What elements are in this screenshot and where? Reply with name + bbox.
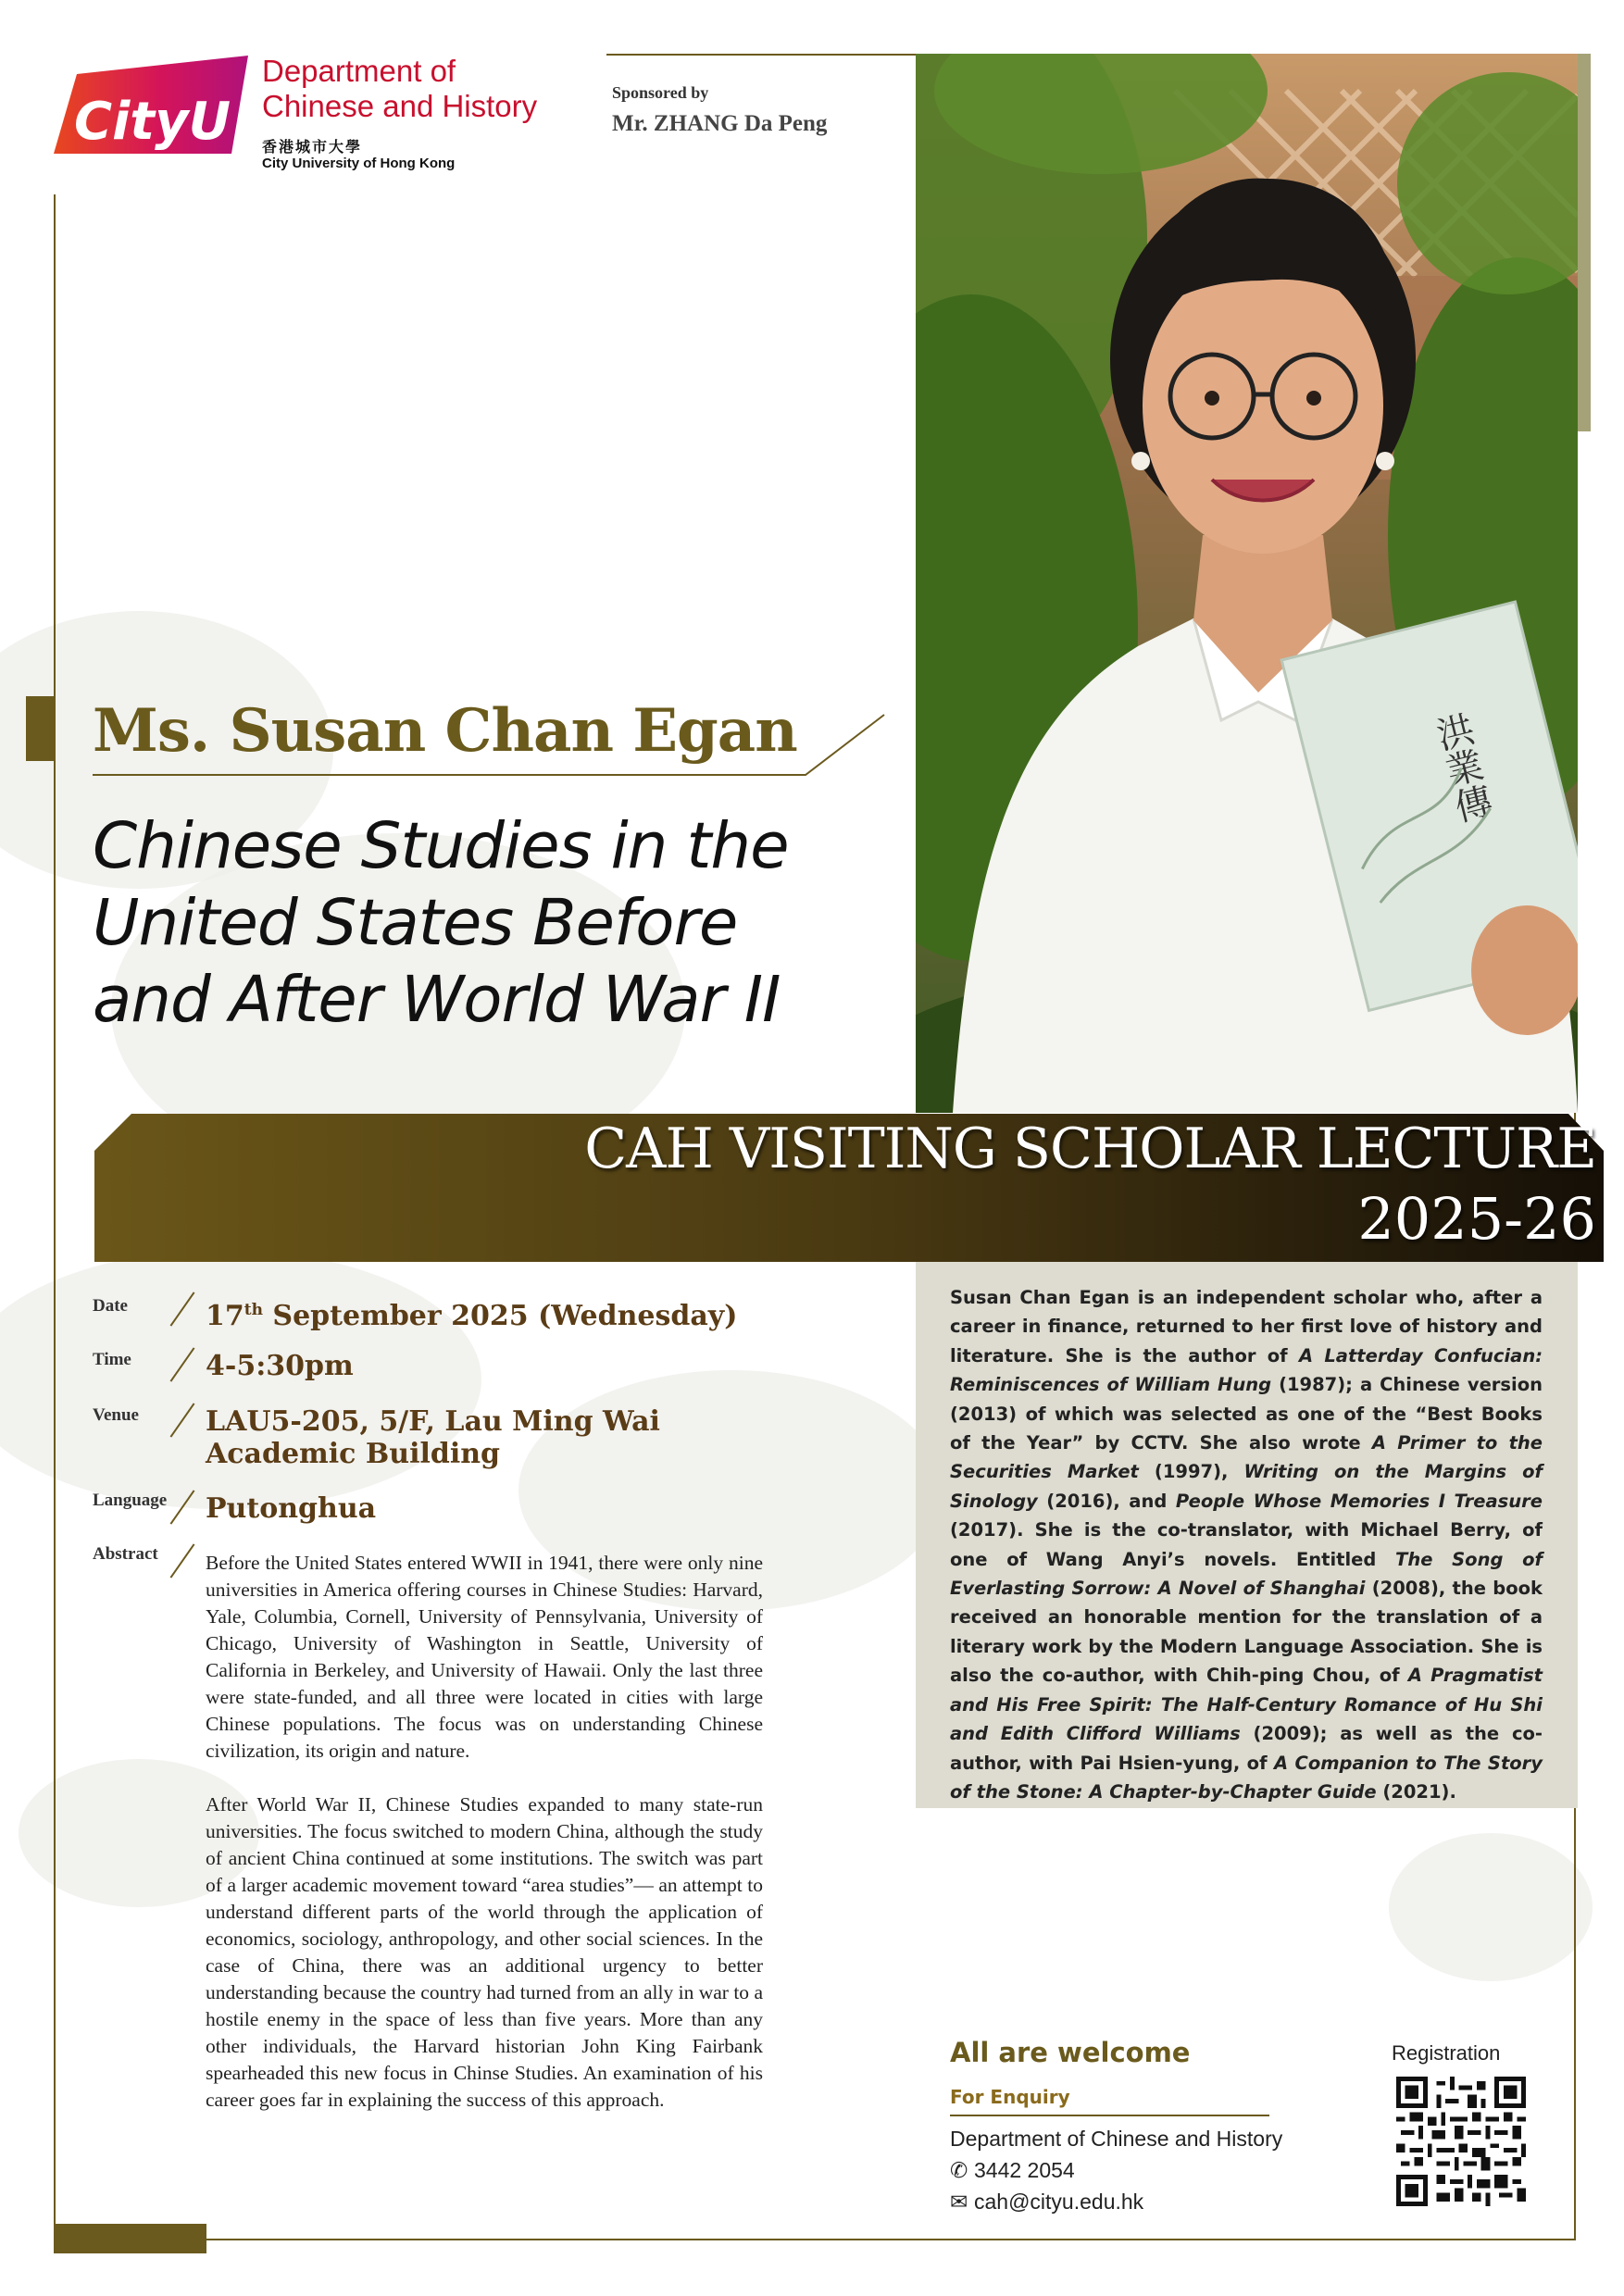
registration-label: Registration [1392, 2041, 1501, 2065]
speaker-bio: Susan Chan Egan is an independent scholar who, after a career in finance, returned to her first love of history and literature. She is the author of A Latterday Confucian: Reminiscences of William Hung (1987); a Chinese version (2013) of which was selected as one of the “Best Books of the Year” by CCTV. She also wrote A Primer to the Securities Market (1997), Writing on the Margins of Sinology (2016), and People Whose Memories I Treasure (2017). She is the co-translator, with Michael Berry, of one of Wang Anyi’s novels. Entitled The Song of Everlasting Sorrow: A Novel of Shanghai (2008), the book received an honorable mention for the translation of a literary work by the Modern Language Association. She is also the co-author, with Chih-ping Chou, of A Pragmatist and His Free Spirit: The Half-Century Romance of Hu Shi and Edith Clifford Williams (2009); as well as the co-author, with Pai Hsien-yung, of A Companion to The Story of the Stone: A Chapter-by-Chapter Guide (2021). [950, 1287, 1543, 1803]
registration-qr-code[interactable] [1396, 2077, 1526, 2206]
sponsor-name: Mr. ZHANG Da Peng [612, 111, 828, 136]
lecture-title: Chinese Studies in the United States Before and After World War II [93, 809, 789, 1037]
enquiry-department: Department of Chinese and History [950, 2127, 1283, 2151]
enquiry-label: For Enquiry [950, 2086, 1070, 2108]
venue-label: Venue [93, 1405, 139, 1425]
university-name-en: City University of Hong Kong [262, 156, 456, 171]
svg-text:洪業傳: 洪業傳 [1427, 708, 1495, 828]
welcome-text: All are welcome [950, 2037, 1191, 2068]
sponsor-label: Sponsored by [612, 83, 709, 102]
abstract-label: Abstract [93, 1544, 158, 1564]
time-label: Time [93, 1350, 131, 1369]
name-accent-bar [26, 696, 54, 761]
cityu-logo [54, 54, 248, 157]
abstract-text: Before the United States entered WWII in 1941, there were only nine universities in America offering courses in Chinese Studies: Harvard, Yale, Columbia, Cornell, University of Pennsylvania, University of Chicago, University of Washington in Seattle, University of California in Berkeley, and University of Hawaii. Only the last three were state-funded, and all three were located in cities with large Chinese populations. The focus was on understanding Chinese civilization, its origin and nature. After World War II, Chinese Studies expanded to many state-run universities. The focus switched to modern China, although the study of ancient China continued at some institutions. The switch was part of a larger academic movement toward “area studies”— an attempt to understand different parts of the world through the application of economics, sociology, anthropology, and other social sciences. In the case of China, there was an additional urgency to better understanding because the country had turned from an ally in war to a hostile enemy in the space of less than five years. More than any other individuals, the Harvard historian John King Fairbank spearheaded this new focus in Chinse Studies. An examination of his career goes far in explaining the success of this approach. [206, 1552, 763, 2111]
department-name: Department of Chinese and History [262, 54, 538, 123]
email-link[interactable]: cah@cityu.edu.hk [974, 2190, 1144, 2214]
speaker-photo [916, 54, 1578, 1113]
ink-splash-bg [1389, 1833, 1593, 1981]
email-icon: ✉ [950, 2190, 968, 2214]
date-label: Date [93, 1296, 128, 1316]
frame-left-line [54, 194, 56, 2240]
enquiry-phone [950, 2158, 1075, 2183]
divider-slash [170, 1543, 195, 1578]
university-name-cn: 香港城市大學 [262, 140, 363, 156]
language-value: Putonghua [206, 1492, 377, 1525]
name-underline [93, 704, 889, 778]
frame-corner-bar [54, 2224, 206, 2253]
date-value: 17th September 2025 (Wednesday) [206, 1300, 738, 1332]
frame-bottom-line [54, 2239, 1576, 2240]
enquiry-email [950, 2190, 1143, 2215]
phone-icon: ✆ [950, 2158, 968, 2182]
phone-link[interactable]: 3442 2054 [974, 2158, 1075, 2182]
language-label: Language [93, 1491, 168, 1510]
venue-value: LAU5-205, 5/F, Lau Ming Wai Academic Building [206, 1405, 660, 1470]
banner-title: CAH VISITING SCHOLAR LECTURE [584, 1117, 1596, 1181]
enquiry-divider [950, 2115, 1269, 2116]
speaker-name: Ms. Susan Chan Egan [93, 696, 797, 766]
svg-text:CityU: CityU [74, 92, 231, 152]
banner-year: 2025-26 [1357, 1185, 1596, 1253]
time-value: 4-5:30pm [206, 1350, 354, 1382]
